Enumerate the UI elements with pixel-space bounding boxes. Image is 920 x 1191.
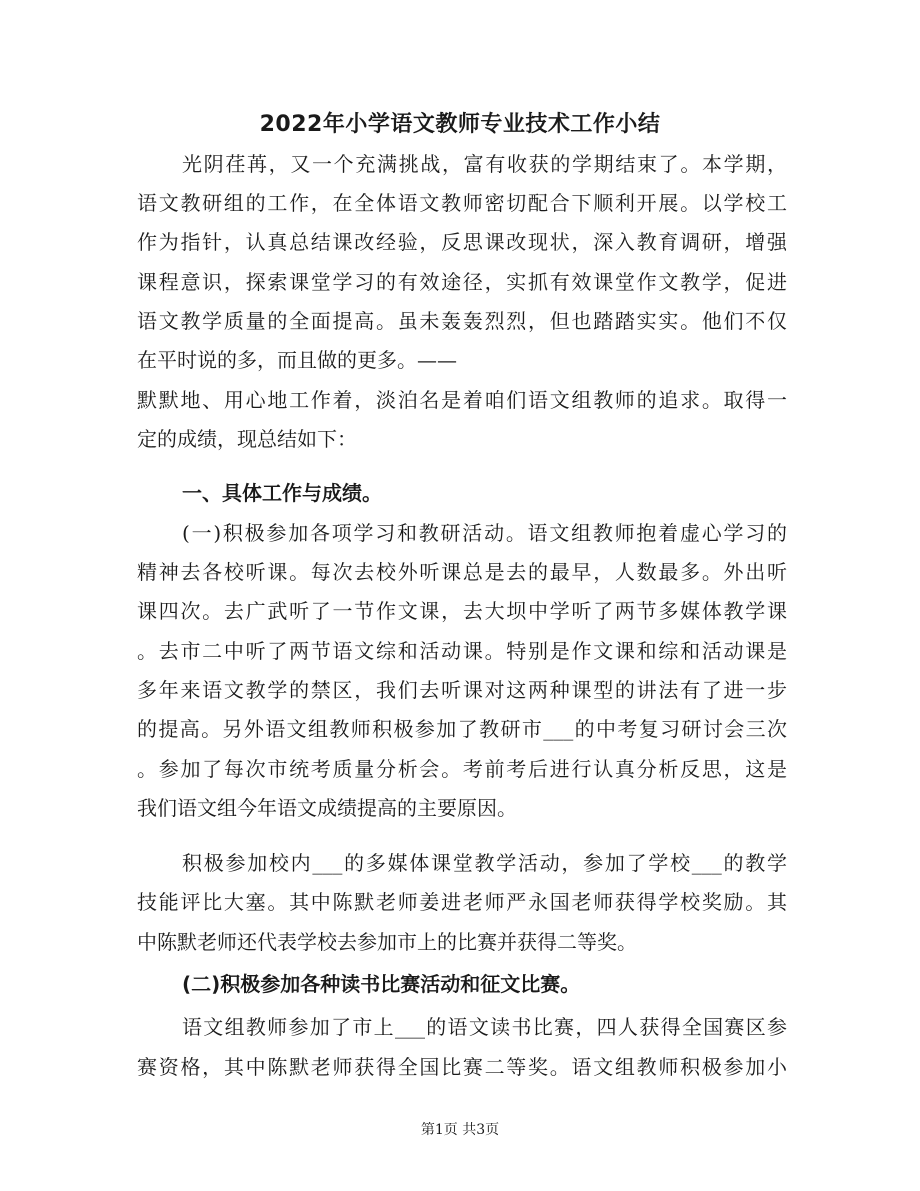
- paragraph-line: 赛资格，其中陈默老师获得全国比赛二等奖。语文组教师积极参加小: [137, 1055, 787, 1079]
- paragraph-line: 语文教学质量的全面提高。虽未轰轰烈烈，但也踏踏实实。他们不仅: [137, 309, 787, 333]
- paragraph-line: 精神去各校听课。每次去校外听课总是去的最早，人数最多。外出听: [137, 560, 787, 584]
- paragraph-line: 作为指针，认真总结课改经验，反思课改现状，深入教育调研，增强: [137, 230, 787, 254]
- paragraph-line: 在平时说的多，而且做的更多。——: [137, 348, 457, 372]
- paragraph-line: 我们语文组今年语文成绩提高的主要原因。: [137, 796, 517, 820]
- paragraph-line: 课程意识，探索课堂学习的有效途径，实抓有效课堂作文教学，促进: [137, 270, 787, 294]
- paragraph-line: 积极参加校内___的多媒体课堂教学活动，参加了学校___的教学: [182, 851, 787, 875]
- paragraph-line: 的提高。另外语文组教师积极参加了教研市___的中考复习研讨会三次: [137, 717, 787, 741]
- paragraph-line: 光阴荏苒，又一个充满挑战，富有收获的学期结束了。本学期，: [182, 152, 787, 176]
- paragraph-line: 多年来语文教学的禁区，我们去听课对这两种课型的讲法有了进一步: [137, 678, 787, 702]
- paragraph-line: 。去市二中听了两节语文综和活动课。特别是作文课和综和活动课是: [137, 639, 787, 663]
- paragraph-line: (一)积极参加各项学习和教研活动。语文组教师抱着虚心学习的: [182, 521, 787, 545]
- paragraph-line: 定的成绩，现总结如下：: [137, 427, 357, 451]
- paragraph-line: 默默地、用心地工作着，淡泊名是着咱们语文组教师的追求。取得一: [137, 388, 787, 412]
- paragraph-line: 中陈默老师还代表学校去参加市上的比赛并获得二等奖。: [137, 930, 637, 954]
- document-title: 2022年小学语文教师专业技术工作小结: [259, 112, 661, 137]
- section-heading: (二)积极参加各种读书比赛活动和征文比赛。: [182, 972, 581, 996]
- paragraph-line: 。参加了每次市统考质量分析会。考前考后进行认真分析反思，这是: [137, 757, 787, 781]
- paragraph-line: 技能评比大塞。其中陈默老师姜进老师严永国老师获得学校奖励。其: [137, 890, 787, 914]
- paragraph-line: 语文组教师参加了市上___的语文读书比赛，四人获得全国赛区参: [182, 1015, 787, 1039]
- page-number: 第1页 共3页: [420, 1122, 500, 1138]
- section-heading: 一、具体工作与成绩。: [182, 481, 382, 505]
- paragraph-line: 语文教研组的工作，在全体语文教师密切配合下顺利开展。以学校工: [137, 191, 787, 215]
- paragraph-line: 课四次。去广武听了一节作文课，去大坝中学听了两节多媒体教学课: [137, 599, 787, 623]
